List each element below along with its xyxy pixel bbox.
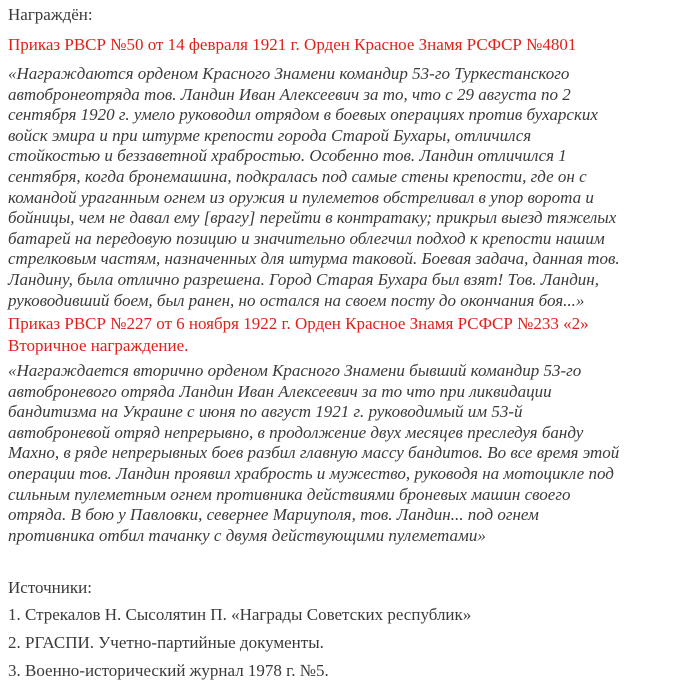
quote-line: батарей на передовую позицию и значительно облегчил подход к крепости нашим bbox=[8, 228, 605, 248]
quote-line: Ландину, была отлично разрешена. Город Старая Бухара был взят! Тов. Ландин, bbox=[8, 269, 599, 289]
quote-line: отряда. В бою у Павловки, севернее Мариуполя, тов. Ландин... под огнем bbox=[8, 505, 539, 525]
quote-line: сильным пулеметным огнем противника действиями броневых машин своего bbox=[8, 484, 571, 504]
quote-line: автоброневого отряда Ландин Иван Алексеевич за то что при ликвидации bbox=[8, 381, 552, 401]
quote-line: стойкостью и беззаветной храбростью. Особенно тов. Ландин отличился 1 bbox=[8, 146, 567, 166]
order-title-1 bbox=[8, 34, 576, 56]
order-title-2 bbox=[8, 313, 589, 357]
quote-line: бандитизма на Украине с июня по август 1921 г. руководимый им 53-й bbox=[8, 402, 523, 422]
award-quote-1 bbox=[8, 64, 620, 311]
quote-line: операции тов. Ландин проявил храбрость и мужество, руководя на мотоцикле под bbox=[8, 463, 614, 483]
quote-line: стрелковым частям, назначенных для штурма таковой. Боевая задача, данная тов. bbox=[8, 249, 620, 269]
quote-line: «Награждается вторично орденом Красного Знамени бывший командир 53-го bbox=[8, 361, 582, 380]
sources-heading: Источники: bbox=[8, 578, 92, 597]
quote-line: командой ураганным огнем из оружия и пулеметов обстреливал в упор ворота и bbox=[8, 187, 594, 207]
quote-line: войск эмира и при штурме крепости города Старой Бухары, отличился bbox=[8, 125, 532, 145]
order-title-line: Приказ РВСР №50 от 14 февраля 1921 г. Орден Красное Знамя РСФСР №4801 bbox=[8, 35, 577, 54]
order-title-line: Вторичное награждение. bbox=[8, 336, 189, 355]
quote-line: Махно, в ряде непрерывных боев разбил главную массу бандитов. Во все время этой bbox=[8, 443, 620, 463]
award-quote-2 bbox=[8, 361, 619, 546]
quote-line: «Награждаются орденом Красного Знамени командир 53-го Туркестанского bbox=[8, 64, 570, 83]
source-item: 2. РГАСПИ. Учетно-партийные документы. bbox=[8, 633, 324, 652]
quote-line: бойницы, чем не давал ему [врагу] перейти в контратаку; прикрыл выезд тяжелых bbox=[8, 208, 617, 228]
source-item: 1. Стрекалов Н. Сысолятин П. «Награды Советских республик» bbox=[8, 605, 472, 624]
source-item: 3. Военно-исторический журнал 1978 г. №5. bbox=[8, 661, 329, 680]
quote-line: сентября 1920 г. умело руководил отрядом в боевых операциях против бухарских bbox=[8, 105, 598, 125]
sources-list bbox=[8, 604, 471, 688]
quote-line: автобронеотряда тов. Ландин Иван Алексеевич за то, что с 29 августа по 2 bbox=[8, 84, 571, 104]
quote-line: автоброневой отряд непрерывно, в продолжение двух месяцев преследуя банду bbox=[8, 422, 584, 442]
quote-line: противника отбил тачанку с двумя действующими пулеметами» bbox=[8, 525, 486, 545]
quote-line: сентября, когда бронемашина, подкралась под самые стены крепости, где он с bbox=[8, 166, 587, 186]
awarded-heading: Награждён: bbox=[8, 5, 93, 24]
quote-line: руководивший боем, был ранен, но остался на своем посту до окончания боя...» bbox=[8, 290, 585, 310]
order-title-line: Приказ РВСР №227 от 6 ноября 1922 г. Орден Красное Знамя РСФСР №233 «2» bbox=[8, 314, 589, 333]
